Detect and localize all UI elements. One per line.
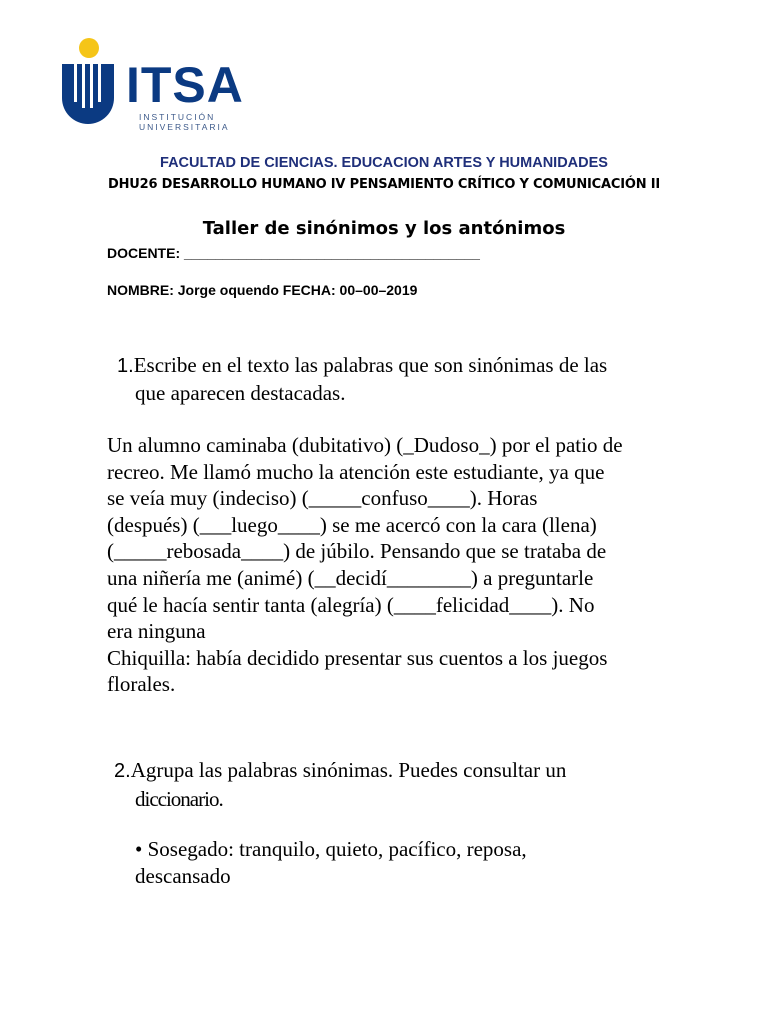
paragraph-line: se veía muy (indeciso) (_____confuso____). Horas	[107, 486, 538, 511]
bullet-item: • Sosegado: tranquilo, quieto, pacífico, reposa,	[135, 837, 527, 861]
bullet-item-continuation: descansado	[135, 864, 231, 888]
question-1-line2: que aparecen destacadas.	[135, 381, 346, 405]
logo-subtitle-line1: INSTITUCIÓN	[139, 112, 216, 122]
paragraph-line: una niñería me (animé) (__decidí________) a preguntarle	[107, 565, 594, 590]
question-2-line1	[114, 757, 566, 785]
question-2-line2: diccionario.	[135, 787, 223, 811]
paragraph-line: Chiquilla: había decidido presentar sus cuentos a los juegos	[107, 645, 608, 670]
paragraph-line: florales.	[107, 672, 176, 697]
question-1-paragraph	[107, 432, 623, 698]
page-title: Taller de sinónimos y los antónimos	[202, 218, 566, 239]
paragraph-line: (_____rebosada____) de júbilo. Pensando que se trataba de	[107, 539, 607, 564]
paragraph-line: era ninguna	[107, 619, 206, 644]
faculty-heading: FACULTAD DE CIENCIAS. EDUCACION ARTES Y HUMANIDADES	[160, 155, 608, 171]
question-2-text: Agrupa las palabras sinónimas. Puedes consultar un	[130, 758, 567, 782]
sun-icon	[79, 38, 99, 58]
question-2-number: 2.	[114, 760, 131, 782]
paragraph-line: (después) (___luego____) se me acercó con la cara (llena)	[107, 512, 597, 537]
question-1-line1	[117, 352, 607, 380]
course-heading: DHU26 DESARROLLO HUMANO IV PENSAMIENTO CRÍTICO Y COMUNICACIÓN II	[108, 177, 660, 192]
shield-icon	[62, 64, 114, 124]
docente-field: DOCENTE: ______________________________________	[107, 245, 480, 261]
name-date-field: NOMBRE: Jorge oquendo FECHA: 00–00–2019	[107, 282, 418, 298]
question-1-text: Escribe en el texto las palabras que son sinónimas de las	[133, 353, 608, 377]
paragraph-line: qué le hacía sentir tanta (alegría) (____felicidad____). No	[107, 592, 595, 617]
logo-subtitle-line2: UNIVERSITARIA	[139, 122, 230, 132]
paragraph-line: Un alumno caminaba (dubitativo) (_Dudoso_) por el patio de	[107, 433, 623, 457]
paragraph-line: recreo. Me llamó mucho la atención este estudiante, ya que	[107, 459, 605, 484]
logo-wordmark: ITSA	[126, 57, 244, 113]
question-1-number: 1.	[117, 355, 134, 377]
